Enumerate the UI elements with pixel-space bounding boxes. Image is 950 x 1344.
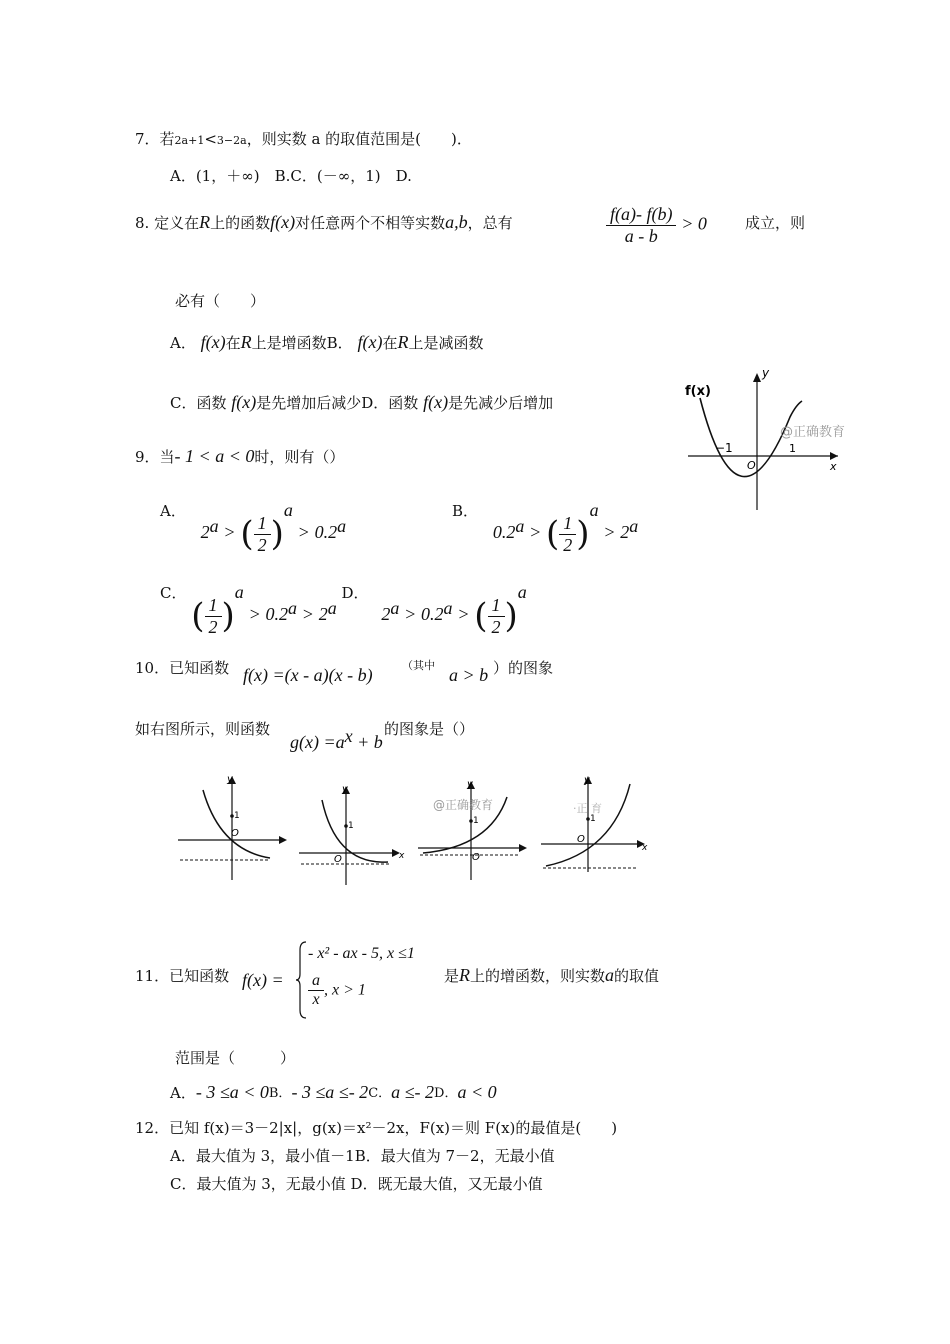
q8-option-cd: C．函数 f(x)是先增加后减少D．函数 f(x)是先减少后增加 xyxy=(170,392,554,412)
option-graph-b xyxy=(296,780,411,890)
svg-text:y: y xyxy=(227,774,233,785)
q11-brace xyxy=(296,940,308,1020)
q8-fraction: $\frac{f(a)- f(b)}{a - b}$ > 0 xyxy=(606,204,707,247)
svg-text:O: O xyxy=(231,828,239,839)
q11-options: A．- 3 ≤a < 0B．- 3 ≤a ≤- 2C．a ≤- 2D．a < 0 xyxy=(170,1082,497,1102)
q10-stem: 10．已知函数 xyxy=(135,659,230,677)
q10-gx: $g(x) =a^x + b$ xyxy=(290,726,383,752)
q9-option-c: C． ( $\frac{1}{2}$ )$^a$ > 0.2$^a$ > 2$^a$ D． 2$^a$ > 0.2$^a$ > ( $\frac{1}{2}$ )$^a$ xyxy=(160,582,527,637)
q10-cond: a > b xyxy=(449,665,489,685)
svg-text:1: 1 xyxy=(590,814,596,824)
graph-y-label: y xyxy=(762,366,770,380)
svg-text:O: O xyxy=(577,834,585,845)
graph-origin: O xyxy=(747,459,756,472)
q8-stem-end: 成立，则 xyxy=(745,214,806,232)
q10-line2-end: 的图象是（） xyxy=(384,720,475,738)
graph-fx-label: f(x) xyxy=(685,384,711,399)
q10-paren: （其中 xyxy=(402,659,435,672)
svg-text:1: 1 xyxy=(234,811,240,821)
q7-options: A．(1，＋∞) B.C．(－∞，1) D. xyxy=(170,167,412,185)
svg-text:x: x xyxy=(642,843,648,853)
svg-text:1: 1 xyxy=(348,821,354,831)
option-graph-c xyxy=(415,775,533,885)
q11-fx: f(x) = xyxy=(242,970,284,990)
svg-text:y: y xyxy=(342,784,348,795)
q11-stem-end: 是R上的增函数，则实数a的取值 xyxy=(444,965,660,985)
svg-text:y: y xyxy=(467,779,473,790)
q11-stem: 11．已知函数 xyxy=(135,967,230,985)
q10-stem-end: ）的图象 xyxy=(493,659,554,677)
graph-x-label: x xyxy=(830,460,837,473)
graph-tick-1: 1 xyxy=(789,442,796,455)
option-graph-d xyxy=(538,772,653,877)
option-graph-a xyxy=(175,770,295,885)
q8-line2: 必有（ ） xyxy=(175,292,266,310)
q8-stem: 8. 定义在R上的函数f(x)对任意两个不相等实数a,b，总有 xyxy=(135,212,513,232)
q9-option-b: B． 0.2$^a$ > ( $\frac{1}{2}$ )$^a$ > 2$^a$ xyxy=(452,500,639,555)
watermark: @正确教育 xyxy=(780,425,845,440)
svg-text:O: O xyxy=(334,854,342,865)
parabola-graph xyxy=(680,365,845,515)
graph-tick-neg1: −1 xyxy=(715,441,733,455)
q9-stem: 9．当- 1 < a < 0时，则有（） xyxy=(135,446,345,466)
svg-text:x: x xyxy=(399,851,405,861)
q12-options-ab: A．最大值为 3，最小值－1B．最大值为 7－2，无最小值 xyxy=(170,1147,555,1165)
q12-stem: 12．已知 f(x)＝3－2|x|，g(x)＝x²－2x，F(x)＝则 F(x)的最值是( ) xyxy=(135,1119,618,1137)
q9-option-a: A． 2$^a$ > ( $\frac{1}{2}$ )$^a$ > 0.2$^a$ xyxy=(160,500,347,555)
q11-line2: 范围是（ ） xyxy=(175,1049,296,1067)
q11-case1: - x² - ax - 5, x ≤1 xyxy=(308,945,415,962)
svg-text:·正 育: ·正 育 xyxy=(573,802,602,815)
q10-fx: f(x) =(x - a)(x - b) xyxy=(243,665,373,685)
q12-options-cd: C．最大值为 3，无最小值 D．既无最大值，又无最小值 xyxy=(170,1175,543,1193)
q10-line2: 如右图所示，则函数 xyxy=(135,720,271,738)
svg-text:y: y xyxy=(584,775,590,786)
q7-stem: 7．若2a+1<3−2a，则实数 a 的取值范围是( )． xyxy=(135,130,472,148)
svg-text:1: 1 xyxy=(473,816,479,826)
q8-option-ab: A． f(x)在R上是增函数B． f(x)在R上是减函数 xyxy=(170,332,484,352)
svg-text:@正确教育: @正确教育 xyxy=(433,798,494,812)
q11-case2: $\frac{a}{x}$ , x > 1 xyxy=(308,972,366,1009)
svg-text:O: O xyxy=(472,852,480,863)
